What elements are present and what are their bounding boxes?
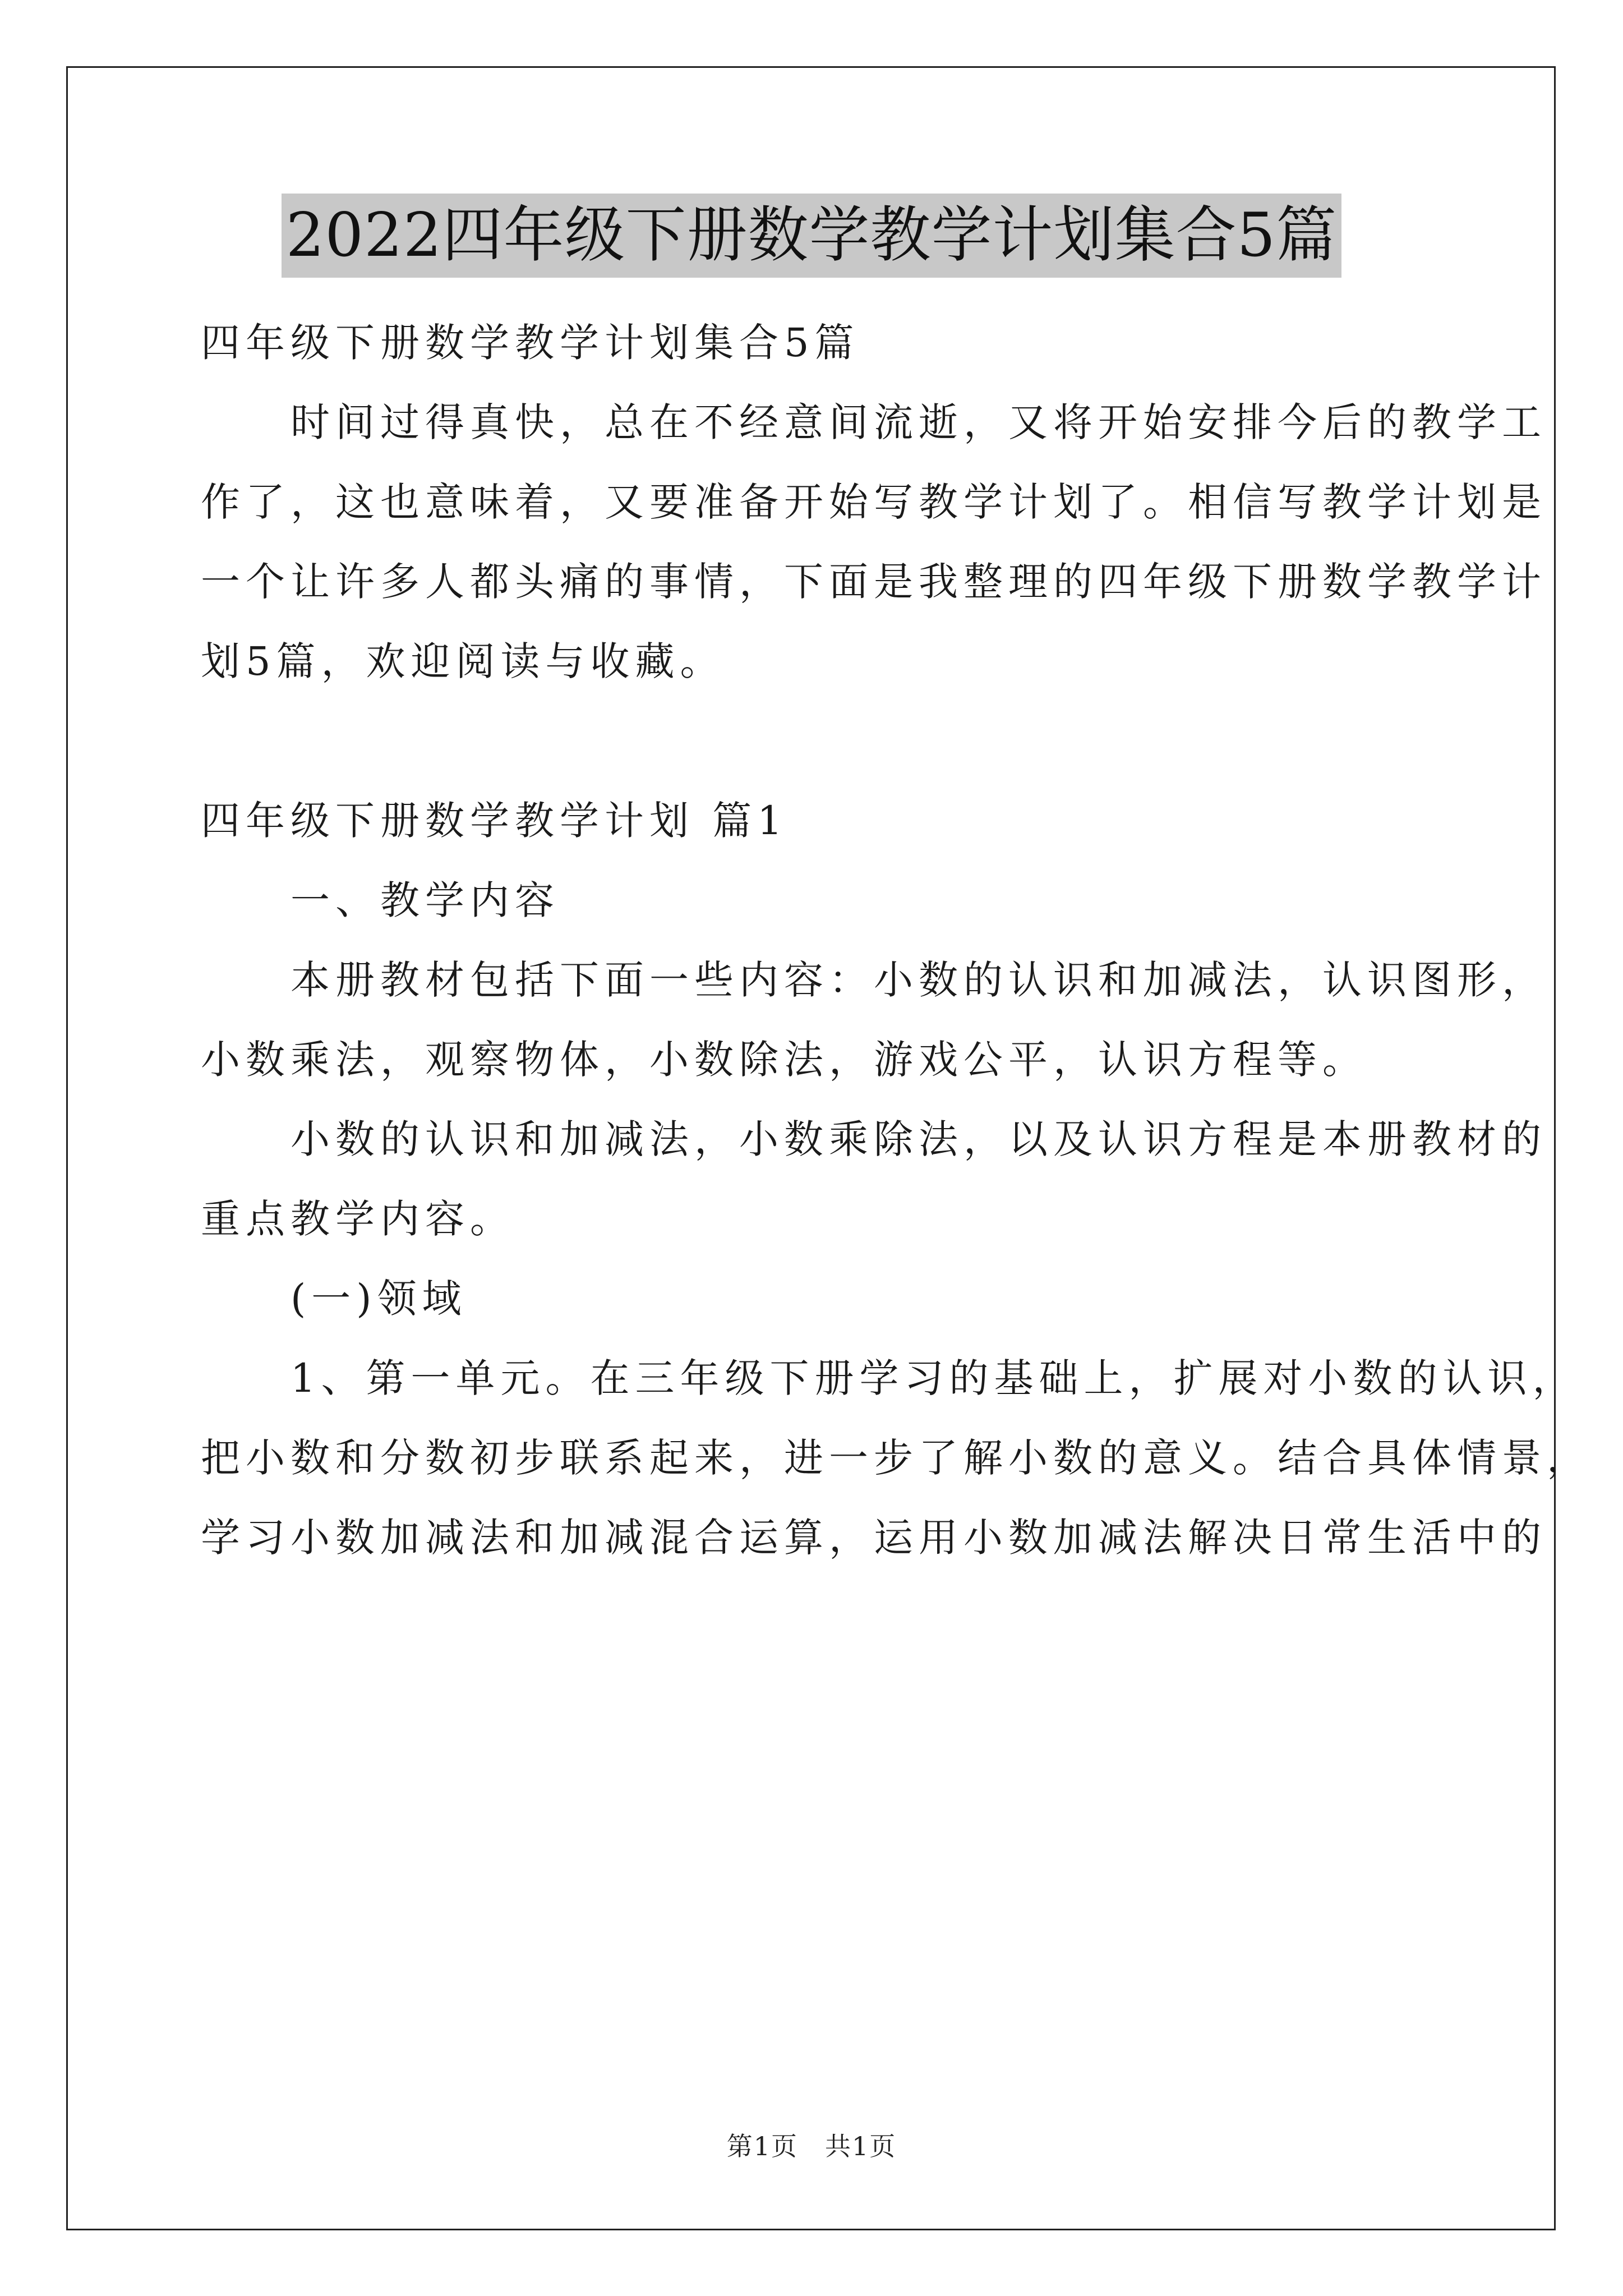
paragraph-gap (201, 701, 1435, 781)
document-title: 2022四年级下册数学教学计划集合5篇 (282, 194, 1342, 278)
title-container (0, 194, 1623, 278)
body-line: 时间过得真快，总在不经意间流逝，又将开始安排今后的教学工 (201, 399, 1547, 445)
sub-heading: 一、教学内容 (201, 877, 560, 923)
page-footer: 第1页 共1页 (726, 2131, 897, 2161)
body-line: 学习小数加减法和加减混合运算，运用小数加减法解决日常生活中的 (201, 1515, 1547, 1561)
body-line: 1、第一单元。在三年级下册学习的基础上，扩展对小数的认识， (201, 1355, 1578, 1401)
body-line: 小数乘法，观察物体，小数除法，游戏公平，认识方程等。 (201, 1037, 1367, 1083)
sub-heading: (一)领域 (201, 1276, 467, 1322)
body-line: 本册教材包括下面一些内容：小数的认识和加减法，认识图形， (201, 957, 1547, 1003)
body-line: 一个让许多人都头痛的事情，下面是我整理的四年级下册数学教学计 (201, 559, 1547, 605)
body-line: 重点教学内容。 (201, 1196, 515, 1242)
body-line: 把小数和分数初步联系起来，进一步了解小数的意义。结合具体情景， (201, 1435, 1592, 1481)
document-body (201, 303, 1592, 1577)
body-line: 划5篇，欢迎阅读与收藏。 (201, 638, 725, 684)
body-line: 作了，这也意味着，又要准备开始写教学计划了。相信写教学计划是 (201, 479, 1547, 525)
body-line: 小数的认识和加减法，小数乘除法，以及认识方程是本册教材的 (201, 1116, 1547, 1162)
subtitle-line: 四年级下册数学教学计划集合5篇 (201, 320, 860, 366)
section-heading: 四年级下册数学教学计划 篇1 (201, 798, 788, 844)
